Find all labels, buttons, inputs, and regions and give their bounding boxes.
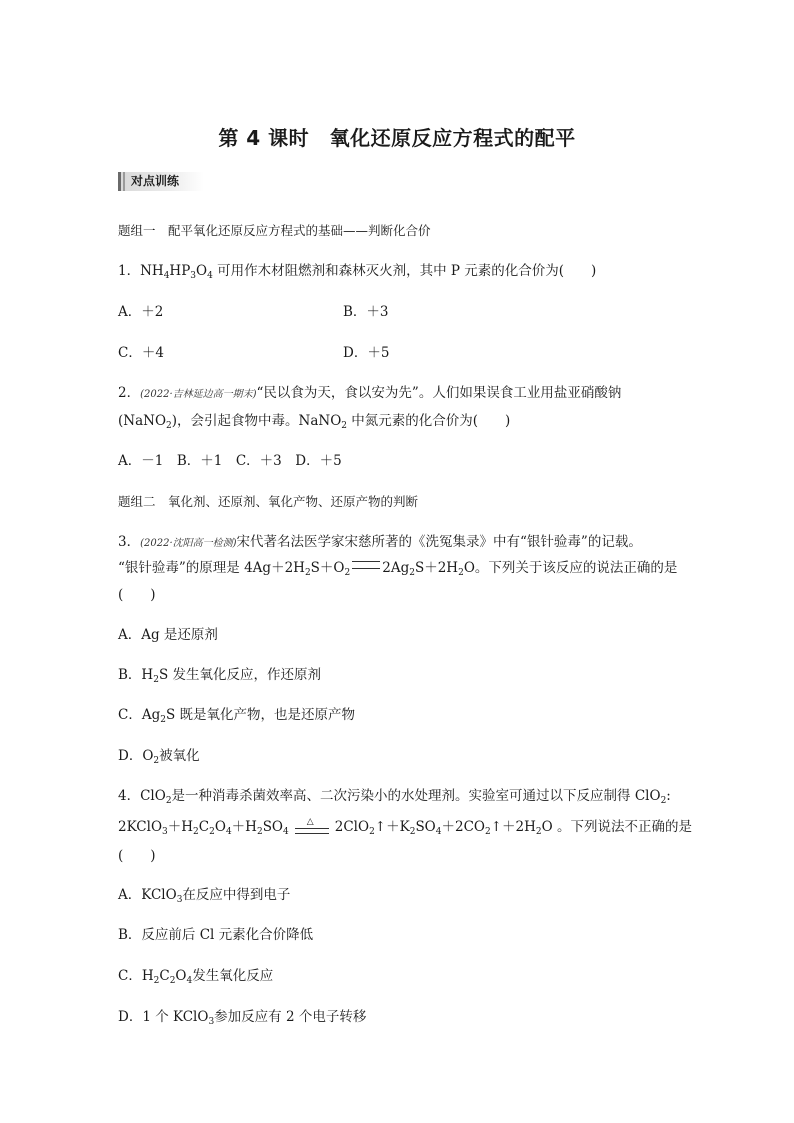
group-heading-1: 题组一 配平氧化还原反应方程式的基础——判断化合价 <box>118 223 431 238</box>
q4-option-b: B．反应前后 Cl 元素化合价降低 <box>118 927 314 943</box>
q4-option-a: A．KClO$_3$在反应中得到电子 <box>118 887 291 905</box>
question-2-line-2: (NaNO$_2$)，会引起食物中毒。NaNO$_2$ 中氮元素的化合价为( ) <box>118 413 511 431</box>
page-title: 第 4 课时 氧化还原反应方程式的配平 <box>218 126 576 150</box>
question-4-line-1: 4．ClO$_2$是一种消毒杀菌效率高、二次污染小的水处理剂。实验室可通过以下反应制得 ClO$_2$: <box>118 788 671 806</box>
q3-source: (2022·沈阳高一检测) <box>140 538 237 549</box>
question-3-line-3: ( ) <box>118 587 156 603</box>
q4-option-d: D．1 个 KClO$_3$参加反应有 2 个电子转移 <box>118 1009 367 1027</box>
q1-option-a: A．＋2 <box>118 304 164 320</box>
q3-option-d: D．$O_2$被氧化 <box>118 748 200 766</box>
question-4-equation: $2KClO_3+H_2C_2O_4+H_2SO_4$ △ $2ClO_2↑+K_2SO_4+2CO_2↑+2H_2O$ 。下列说法不正确的是 <box>118 816 693 837</box>
q2-source: (2022·吉林延边高一期末) <box>140 389 257 400</box>
question-1: 1．$NH_4HP_3O_4$ 可用作木材阻燃剂和森林灭火剂，其中 P 元素的化合价为( ) <box>118 263 597 281</box>
q3-option-c: C．$Ag_2S$ 既是氧化产物，也是还原产物 <box>118 707 356 725</box>
question-4-line-3: ( ) <box>118 848 156 864</box>
question-2-line-1: 2．(2022·吉林延边高一期末)“民以食为天，食以安为先”。人们如果误食工业用盐亚硝酸钠 <box>118 385 622 401</box>
q2-options: A．－1 B．＋1 C．＋3 D．＋5 <box>118 453 342 469</box>
q3-option-b: B．$H_2S$ 发生氧化反应，作还原剂 <box>118 667 321 685</box>
q4-option-c: C．$H_2C_2O_4$发生氧化反应 <box>118 968 274 986</box>
section-badge: 对点训练 <box>118 172 204 191</box>
question-3-line-1: 3．(2022·沈阳高一检测)宋代著名法医学家宋慈所著的《洗冤集录》中有“银针验毒”的记载。 <box>118 534 642 550</box>
group-heading-2: 题组二 氧化剂、还原剂、氧化产物、还原产物的判断 <box>118 494 419 509</box>
q1-option-d: D．＋5 <box>343 345 390 361</box>
q3-option-a: A．Ag 是还原剂 <box>118 627 218 643</box>
q1-option-c: C．＋4 <box>118 345 164 361</box>
q1-option-b: B．＋3 <box>343 304 389 320</box>
heat-condition-arrow: △ <box>295 819 329 837</box>
equals-sign <box>352 561 380 569</box>
question-3-line-2: “银针验毒”的原理是 $4Ag+2H_2S+O_2$ $2Ag_2S+2H_2O$。下列关于该反应的说法正确的是 <box>118 560 678 578</box>
